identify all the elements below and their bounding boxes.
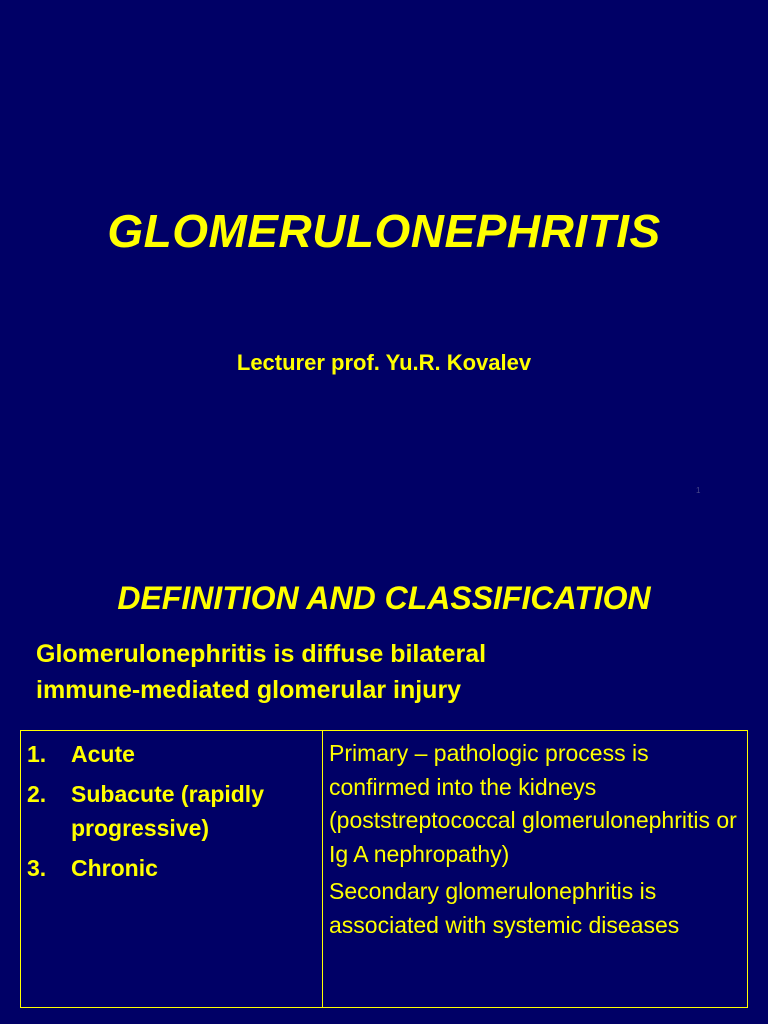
definition-line: immune-mediated glomerular injury xyxy=(36,676,462,704)
lecturer-name: Lecturer prof. Yu.R. Kovalev xyxy=(236,350,532,375)
type-list xyxy=(27,737,317,891)
slide-title: GLOMERULONEPHRITIS xyxy=(107,205,661,257)
slide-number: 1 xyxy=(696,486,701,495)
definition-line: Glomerulonephritis is diffuse bilateral xyxy=(36,640,487,668)
list-text: Chronic xyxy=(71,855,158,881)
table-divider xyxy=(322,731,323,1007)
origin-cell xyxy=(329,737,741,946)
list-number: 2. xyxy=(27,781,47,807)
list-text: Subacute (rapidly progressive) xyxy=(71,781,264,841)
primary-text: Primary – pathologic process is confirmed into the kidneys (poststreptococcal glomerulonephritis or Ig A nephropathy) xyxy=(329,740,737,867)
secondary-text: Secondary glomerulonephritis is associated with systemic diseases xyxy=(329,878,680,938)
definition-text xyxy=(36,636,736,708)
list-item xyxy=(27,737,317,771)
list-number: 3. xyxy=(27,855,47,881)
slide-title: DEFINITION AND CLASSIFICATION xyxy=(117,580,651,616)
definition-slide xyxy=(0,512,768,1024)
classification-table xyxy=(20,730,748,1008)
list-text: Acute xyxy=(71,741,135,767)
list-item xyxy=(27,851,317,885)
list-number: 1. xyxy=(27,741,47,767)
list-item xyxy=(27,777,317,845)
